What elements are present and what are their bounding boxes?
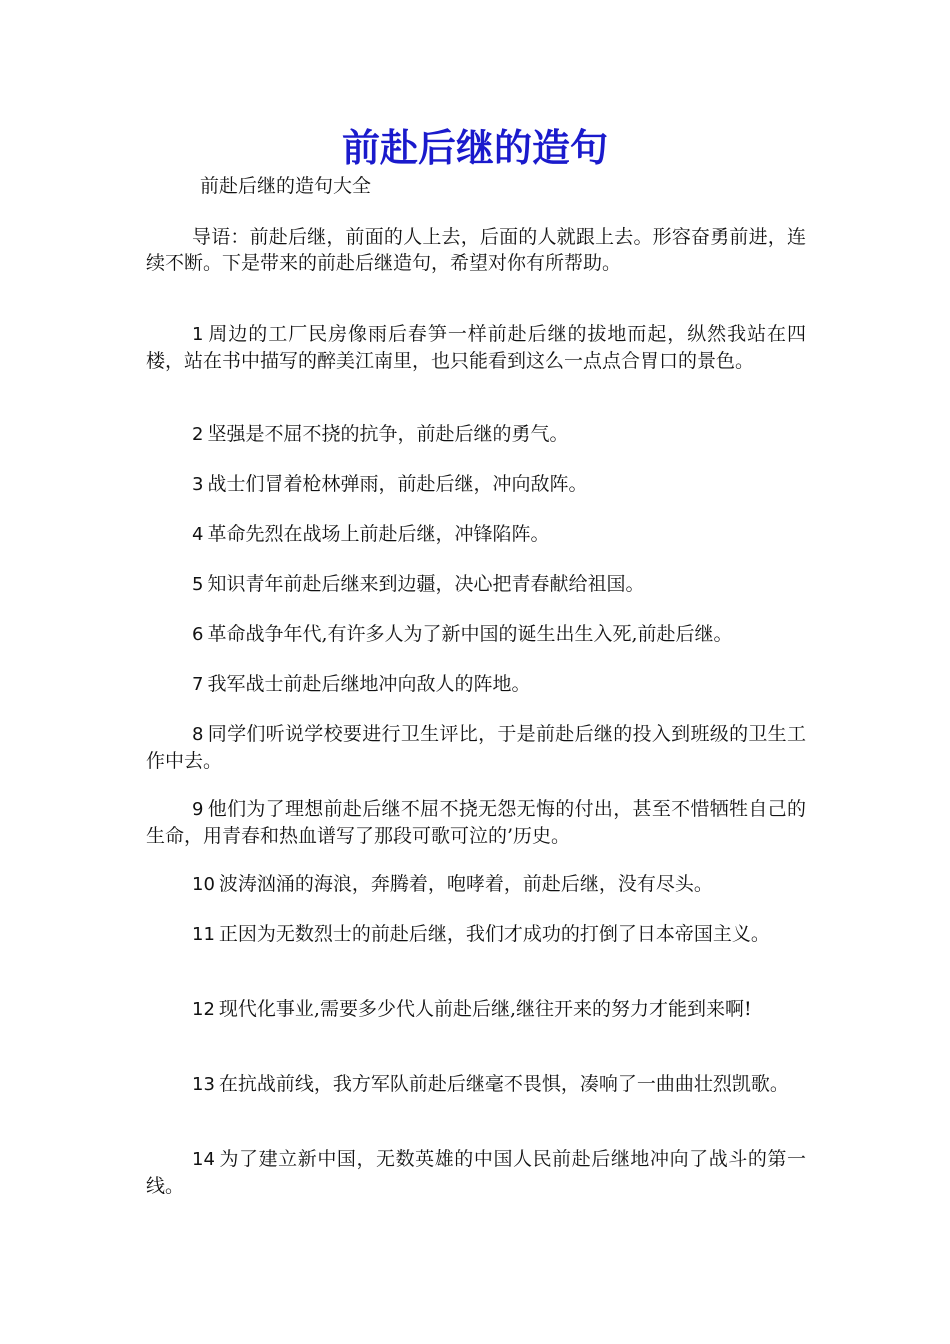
sentence-item [146, 621, 826, 648]
sentence-text: 革命战争年代,有许多人为了新中国的诞生出生入死,前赴后继。 [207, 623, 733, 645]
sentence-text: 坚强是不屈不挠的抗争，前赴后继的勇气。 [207, 423, 569, 445]
sentence-text: 波涛汹涌的海浪，奔腾着，咆哮着，前赴后继，没有尽头。 [218, 873, 713, 895]
document-subtitle: 前赴后继的造句大全 [200, 175, 372, 197]
sentence-number: 4 [192, 524, 204, 545]
sentence-number: 7 [192, 674, 204, 695]
sentence-item [146, 871, 806, 898]
sentence-item [146, 521, 806, 548]
sentence-number: 14 [192, 1149, 215, 1170]
sentence-item [146, 796, 806, 849]
sentence-number: 5 [192, 574, 204, 595]
sentence-text: 他们为了理想前赴后继不屈不挠无怨无悔的付出，甚至不惜牺牲自己的生命，用青春和热血谱写了那段可歌可泣的’历史。 [146, 798, 806, 847]
sentence-text: 正因为无数烈士的前赴后继，我们才成功的打倒了日本帝国主义。 [218, 923, 770, 945]
sentence-text: 知识青年前赴后继来到边疆，决心把青春献给祖国。 [207, 573, 645, 595]
intro-paragraph: 导语：前赴后继，前面的人上去，后面的人就跟上去。形容奋勇前进，连续不断。下是带来的前赴后继造句，希望对你有所帮助。 [146, 226, 806, 274]
sentence-item [146, 1146, 806, 1199]
sentence-number: 13 [192, 1074, 215, 1095]
sentence-text: 现代化事业,需要多少代人前赴后继,继往开来的努力才能到来啊! [218, 998, 752, 1020]
sentence-text: 在抗战前线，我方军队前赴后继毫不畏惧，凑响了一曲曲壮烈凯歌。 [218, 1073, 789, 1095]
sentence-item [146, 321, 806, 374]
sentence-item [146, 671, 806, 698]
sentence-number: 11 [192, 924, 215, 945]
sentence-item [146, 471, 806, 498]
sentence-text: 战士们冒着枪林弹雨，前赴后继，冲向敌阵。 [207, 473, 588, 495]
sentence-text: 我军战士前赴后继地冲向敌人的阵地。 [207, 673, 531, 695]
sentence-item [146, 721, 806, 774]
document-title: 前赴后继的造句 [341, 126, 608, 170]
sentence-text: 周边的工厂民房像雨后春笋一样前赴后继的拔地而起，纵然我站在四楼，站在书中描写的醉美江南里，也只能看到这么一点点合胃口的景色。 [146, 323, 806, 372]
sentence-item [146, 571, 806, 598]
sentence-item [146, 921, 806, 948]
sentence-number: 10 [192, 874, 215, 895]
sentence-number: 1 [192, 324, 204, 345]
sentence-number: 12 [192, 999, 215, 1020]
sentence-number: 9 [192, 799, 204, 820]
sentence-text: 为了建立新中国，无数英雄的中国人民前赴后继地冲向了战斗的第一线。 [146, 1148, 806, 1197]
sentence-number: 8 [192, 724, 204, 745]
sentence-item [146, 1071, 806, 1098]
sentence-number: 6 [192, 624, 204, 645]
sentence-item [146, 421, 806, 448]
sentence-text: 革命先烈在战场上前赴后继，冲锋陷阵。 [207, 523, 550, 545]
sentence-number: 2 [192, 424, 204, 445]
sentence-item [146, 996, 806, 1023]
sentence-text: 同学们听说学校要进行卫生评比，于是前赴后继的投入到班级的卫生工作中去。 [146, 723, 806, 772]
sentence-number: 3 [192, 474, 204, 495]
